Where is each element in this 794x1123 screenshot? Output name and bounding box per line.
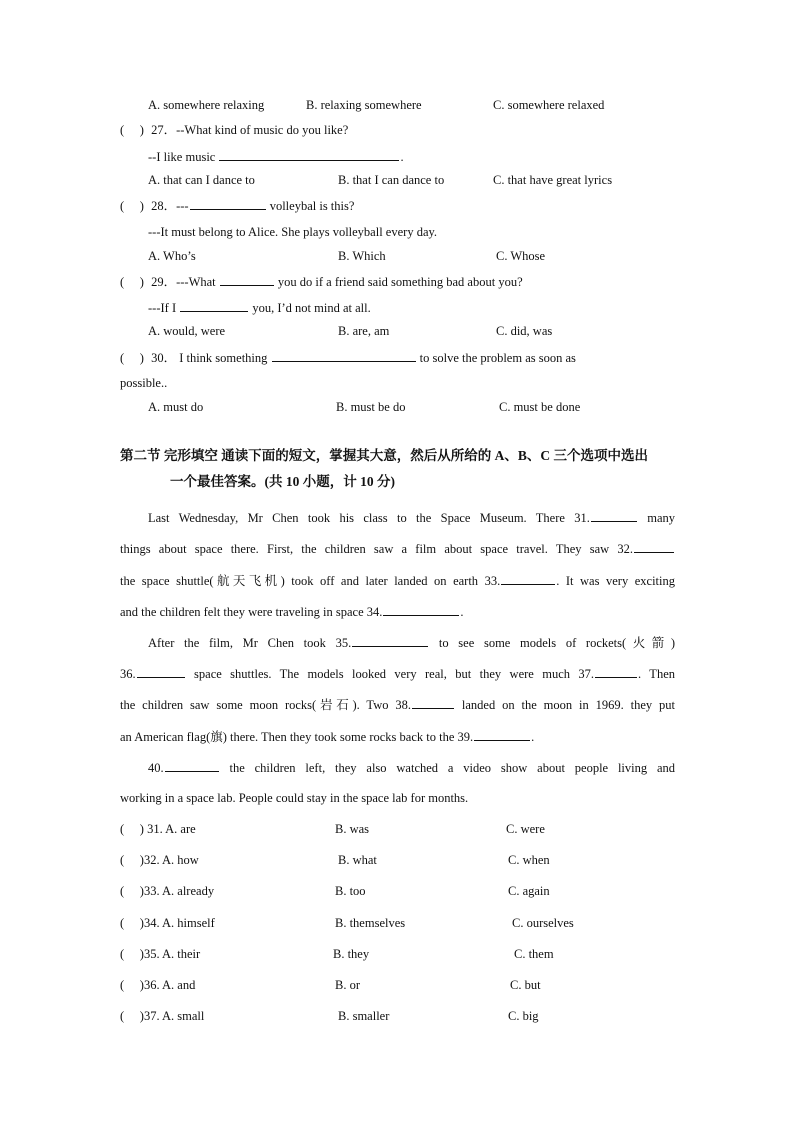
answer-blank[interactable] (220, 273, 274, 286)
answer-36-option-c: C. but (510, 978, 541, 992)
passage-text: 32. (617, 542, 634, 556)
q27-reply-text: --I like music (148, 150, 216, 164)
q30-option-c: C. must be done (499, 400, 581, 414)
passage-text: . (460, 605, 464, 619)
answer-row-31: ( ) 31. A. are (120, 822, 196, 836)
q27-question: 27．--What kind of music do you like? (151, 123, 349, 137)
answer-row-37: ( )37. A. small (120, 1009, 205, 1023)
q29-option-a: A. would, were (148, 324, 226, 338)
cloze-blank-34[interactable] (383, 603, 459, 616)
passage-text: . (531, 730, 535, 744)
passage-p1-line1 (148, 509, 675, 526)
passage-text: the children saw some moon rocks(岩石). Two 38. (120, 698, 411, 712)
answer-bracket: ( ) (120, 275, 144, 289)
section-heading: 第二节 完形填空 通读下面的短文，掌握其大意，然后从所给的 A、B、C 三个选项中选出 (120, 448, 649, 463)
answer-bracket: ( ) (120, 123, 144, 137)
q29-reply (148, 299, 371, 316)
q27-reply-end: . (400, 150, 404, 164)
cloze-blank-37[interactable] (595, 665, 637, 678)
passage-text: to see some models of rockets(火箭) (438, 636, 676, 650)
passage-text: After the film, Mr Chen took 35. (148, 636, 352, 650)
q30-option-a: A. must do (148, 400, 204, 414)
answer-row-32: ( )32. A. how (120, 853, 199, 867)
passage-text: landed on the moon in 1969. they put (461, 698, 676, 712)
cloze-blank-32[interactable] (634, 540, 674, 553)
answer-blank[interactable] (219, 148, 399, 161)
answer-37-option-c: C. big (508, 1009, 539, 1023)
passage-p2-line3 (120, 696, 675, 713)
q28-option-a: A. Who’s (148, 249, 196, 263)
q27-option-b: B. that I can dance to (338, 173, 445, 187)
passage-text: . It was very exciting (556, 574, 675, 588)
q26-option-c: C. somewhere relaxed (493, 98, 605, 112)
cloze-blank-38[interactable] (412, 696, 454, 709)
answer-row-33: ( )33. A. already (120, 884, 215, 898)
answer-blank[interactable] (180, 299, 248, 312)
q28-stem (120, 197, 354, 214)
q27-reply (148, 148, 404, 165)
cloze-blank-35[interactable] (352, 634, 428, 647)
answer-blank[interactable] (190, 197, 266, 210)
answer-blank[interactable] (272, 349, 416, 362)
cloze-blank-36[interactable] (137, 665, 185, 678)
q28-option-c: C. Whose (496, 249, 546, 263)
q27-option-c: C. that have great lyrics (493, 173, 613, 187)
passage-text: 40. (148, 761, 164, 775)
answer-bracket: ( ) (120, 199, 144, 213)
passage-text: things about space there. First, the children saw a film about space travel. They saw (120, 542, 610, 556)
q30-question-end: to solve the problem as soon as (419, 351, 576, 365)
section-heading-line2: 一个最佳答案。(共 10 小题，计 10 分) (170, 474, 395, 489)
answer-36-option-b: B. or (335, 978, 360, 992)
q29-reply-end: you, I’d not mind at all. (252, 301, 371, 315)
q26-option-b: B. relaxing somewhere (306, 98, 422, 112)
passage-p2-line2 (120, 665, 675, 682)
passage-p3-line2: working in a space lab. People could stay in the space lab for months. (120, 791, 469, 805)
q28-question-start: 28．--- (151, 199, 189, 213)
q30-option-b: B. must be do (336, 400, 406, 414)
q29-option-c: C. did, was (496, 324, 553, 338)
answer-row-36: ( )36. A. and (120, 978, 196, 992)
answer-31-option-b: B. was (335, 822, 370, 836)
passage-text: Last Wednesday, Mr Chen took his class to the Space Museum. There 31. (148, 511, 590, 525)
q28-reply: ---It must belong to Alice. She plays volleyball every day. (148, 225, 438, 239)
answer-row-34: ( )34. A. himself (120, 916, 215, 930)
cloze-blank-39[interactable] (474, 728, 530, 741)
q29-question-start: 29．---What (151, 275, 216, 289)
answer-35-option-b: B. they (333, 947, 370, 961)
passage-p2-line4 (120, 728, 534, 745)
q28-option-b: B. Which (338, 249, 386, 263)
answer-31-option-c: C. were (506, 822, 545, 836)
q26-option-a: A. somewhere relaxing (148, 98, 265, 112)
answer-32-option-b: B. what (338, 853, 377, 867)
q29-reply-start: ---If I (148, 301, 177, 315)
cloze-blank-33[interactable] (501, 572, 555, 585)
passage-text: and the children felt they were traveling in space 34. (120, 605, 383, 619)
answer-34-option-b: B. themselves (335, 916, 406, 930)
passage-p1-line3 (120, 572, 675, 589)
answer-37-option-b: B. smaller (338, 1009, 390, 1023)
passage-text: space shuttles. The models looked very real, but they were much 37. (194, 667, 595, 681)
q30-stem (120, 349, 576, 366)
cloze-blank-31[interactable] (591, 509, 637, 522)
passage-text: . Then (638, 667, 675, 681)
passage-text: the children left, they also watched a video show about people living and (229, 761, 676, 775)
passage-p1-line2 (120, 540, 675, 557)
passage-p3-line1 (148, 759, 675, 776)
passage-text: the space shuttle(航天飞机) took off and later landed on earth 33. (120, 574, 501, 588)
answer-32-option-c: C. when (508, 853, 550, 867)
q30-question-start: 30． I think something (151, 351, 268, 365)
q28-question-end: volleybal is this? (269, 199, 355, 213)
cloze-blank-40[interactable] (165, 759, 219, 772)
answer-35-option-c: C. them (514, 947, 554, 961)
answer-33-option-b: B. too (335, 884, 366, 898)
q29-stem (120, 273, 523, 290)
passage-p2-line1 (148, 634, 675, 651)
answer-33-option-c: C. again (508, 884, 550, 898)
q29-option-b: B. are, am (338, 324, 390, 338)
answer-row-35: ( )35. A. their (120, 947, 201, 961)
answer-34-option-c: C. ourselves (512, 916, 574, 930)
q27-stem (120, 122, 348, 138)
passage-p1-line4 (120, 603, 464, 620)
passage-text: many (647, 511, 675, 525)
q30-continuation: possible.. (120, 376, 168, 390)
q27-option-a: A. that can I dance to (148, 173, 255, 187)
passage-text: 36. (120, 667, 136, 681)
passage-text: an American flag(旗) there. Then they took some rocks back to the 39. (120, 730, 474, 744)
q29-question-end: you do if a friend said something bad about you? (277, 275, 523, 289)
answer-bracket: ( ) (120, 351, 144, 365)
